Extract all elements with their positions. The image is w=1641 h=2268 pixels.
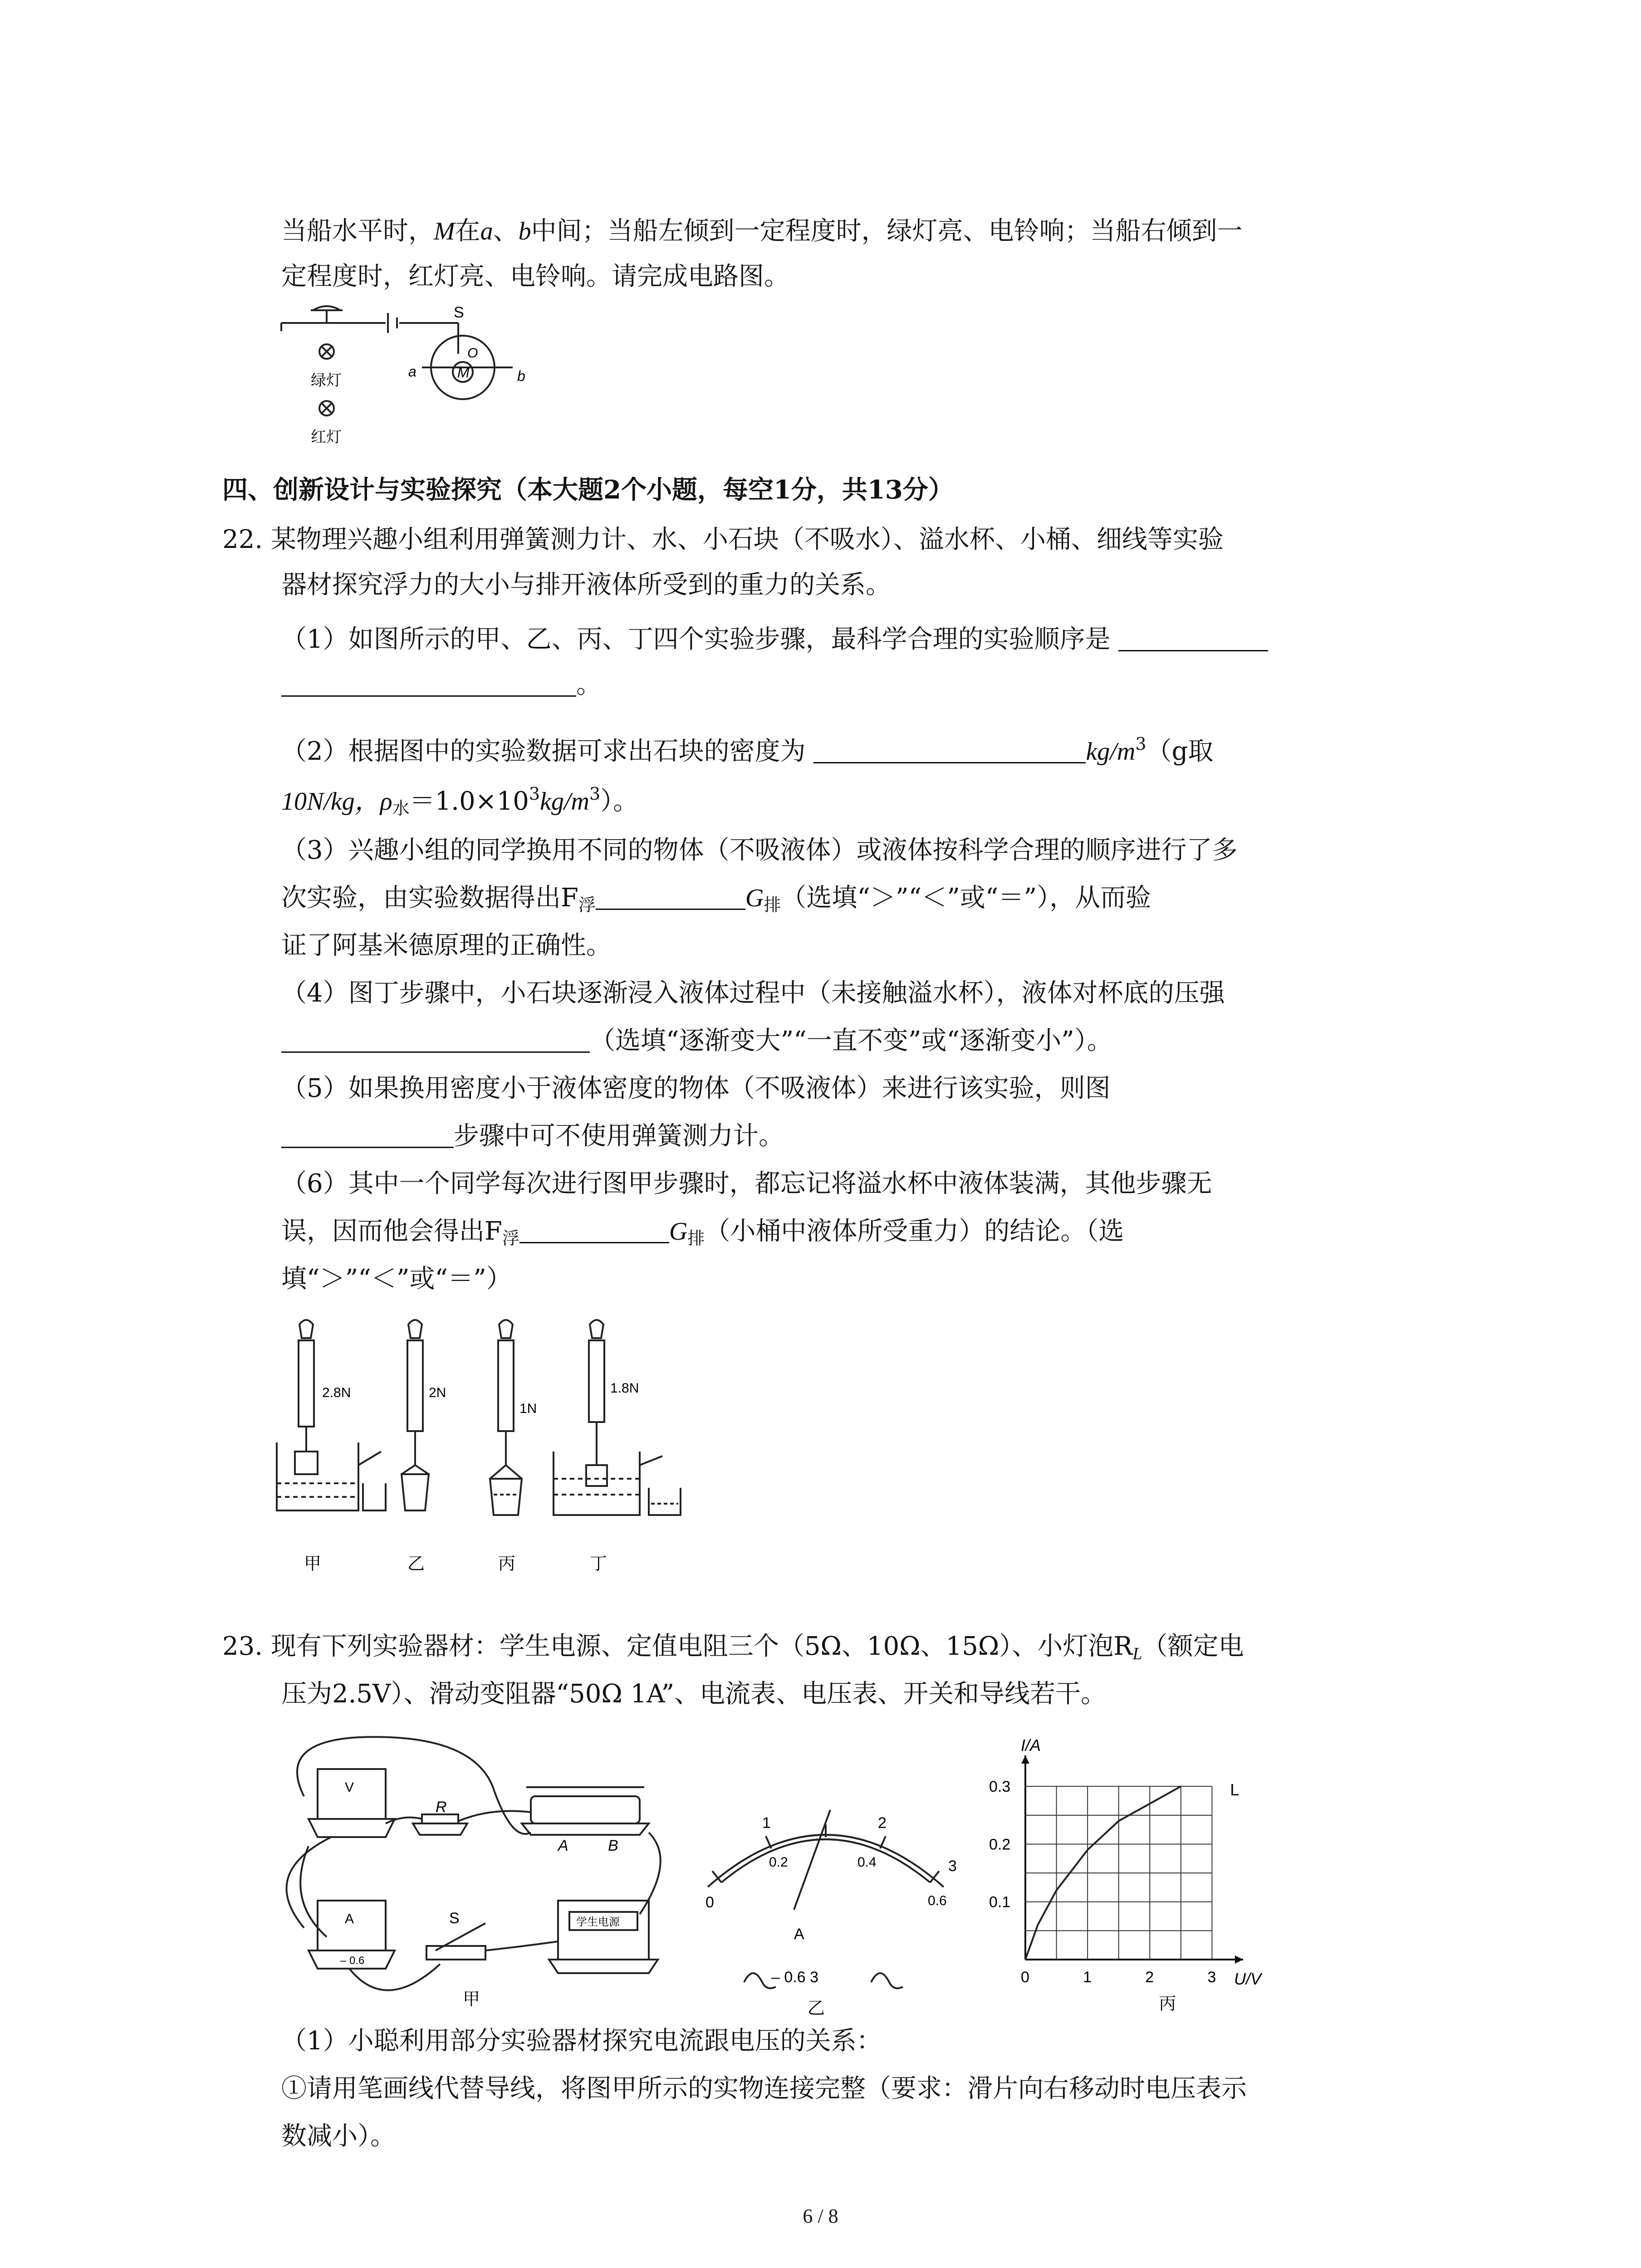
text: 步骤中可不使用弹簧测力计。 [454,1121,784,1151]
chart-grid [1025,1786,1212,1960]
x-tick-label: 2 [1145,1969,1154,1986]
label-yi: 乙 [407,1554,425,1574]
text: ＝1.0×10 [409,787,529,816]
inner-tick-02: 0.2 [769,1855,788,1870]
answer-blank[interactable] [813,735,1086,763]
text: 当船水平时， [281,216,434,246]
answer-blank[interactable] [1118,623,1268,651]
text: （2）根据图中的实验数据可求出石块的密度为 [281,737,806,766]
q21-line2: 定程度时，红灯亮、电铃响。请完成电路图。 [281,262,789,291]
q22-part1 [281,621,1268,658]
q23-figure-b-ammeter-dial [681,1792,975,2019]
text: （选填“＞”“＜”或“＝”），从而验 [781,883,1151,913]
outer-tick-2: 2 [878,1814,887,1832]
q22-part3: （3）兴趣小组的同学换用不同的物体（不吸液体）或液体按科学合理的顺序进行了多 [281,836,1238,865]
power-supply-label: 学生电源 [576,1916,620,1928]
inner-tick-06: 0.6 [928,1893,947,1908]
q23-intro1 [222,1628,1244,1672]
var-a: a [480,217,493,245]
unit: kg/m [540,787,589,816]
var-G: G [745,884,764,912]
green-lamp-label: 绿灯 [311,372,342,389]
contact-a-label: a [408,363,416,380]
figure-label-yi: 乙 [808,1999,825,2018]
voltmeter-label: V [345,1780,354,1795]
rheostat-a-label: A [558,1837,568,1854]
reading-ding: 1.8N [610,1381,639,1396]
q22-part2-line2 [281,776,638,826]
x-axis-arrow [1235,1955,1243,1964]
outer-tick-0: 0 [705,1894,714,1911]
y-tick-label: 0.3 [989,1778,1011,1796]
question-number: 22. [222,525,263,554]
unit: kg/m [1086,738,1136,766]
q22-part6: （6）其中一个同学每次进行图甲步骤时，都忘记将溢水杯中液体装满，其他步骤无 [281,1169,1212,1198]
q22-part2 [281,726,1213,770]
ammeter-label: A [345,1911,354,1926]
q22-part6-line2 [281,1213,1124,1256]
q22-experiment-figure [263,1315,717,1579]
outer-tick-1: 1 [762,1814,771,1832]
q22-intro2: 器材探究浮力的大小与排开液体所受到的重力的关系。 [281,570,891,600]
ammeter-terminals: – 0.6 [340,1955,365,1967]
q23-part1-1-line2: 数减小）。 [281,2121,396,2151]
text: （1）如图所示的甲、乙、丙、丁四个实验步骤，最科学合理的实验顺序是 [281,625,1111,654]
q22-part1-line2 [281,667,602,703]
q23-part1-1: ①请用笔画线代替导线，将图甲所示的实物连接完整（要求：滑片向右移动时电压表示 [281,2074,1247,2103]
q22-part3-line2 [281,880,1151,923]
x-tick-label: 3 [1207,1969,1216,1986]
resistor-label: R [436,1799,447,1816]
answer-blank[interactable] [519,1215,669,1243]
switch-label: S [454,304,464,321]
exponent: 3 [589,784,601,804]
section-4-title: 四、创新设计与实验探究（本大题2个小题，每空1分，共13分） [222,475,954,505]
text: 、 [493,216,519,246]
subscript: L [1132,1644,1142,1663]
q22-part4: （4）图丁步骤中，小石块逐渐浸入液体过程中（未接触溢水杯），液体对杯底的压强 [281,978,1225,1008]
figure-label-bing: 丙 [1159,1994,1176,2014]
label-jia: 甲 [304,1554,322,1574]
page-number: 6 / 8 [803,2205,838,2227]
q23-intro2: 压为2.5V）、滑动变阻器“50Ω 1A”、电流表、电压表、开关和导线若干。 [281,1679,1107,1709]
y-axis-arrow [1021,1755,1029,1764]
subscript: 浮 [502,1228,519,1248]
answer-blank[interactable] [281,1119,454,1148]
label-ding: 丁 [590,1554,607,1574]
text: 中间；当船左倾到一定程度时，绿灯亮、电铃响；当船右倾到一 [531,216,1243,246]
outer-tick-3: 3 [948,1857,957,1875]
ball-label: M [457,364,470,381]
text: （选填“逐渐变大”“一直不变”或“逐渐变小”）。 [590,1026,1112,1056]
text: 误，因而他会得出F [281,1217,502,1246]
text: 。 [576,670,602,699]
answer-blank[interactable] [596,881,745,910]
q22-part4-line2 [281,1023,1112,1059]
q22-part3-line3: 证了阿基米德原理的正确性。 [281,931,612,960]
var-M: M [434,217,455,245]
q23-figure-a [277,1733,676,2009]
inner-tick-04: 0.4 [857,1855,877,1870]
figure-label-jia: 甲 [463,1990,480,2009]
y-tick-label: 0.1 [989,1893,1011,1911]
exponent: 3 [529,784,540,804]
q22-intro1 [222,522,1224,558]
q22-part5-line2 [281,1118,784,1154]
q23-part1: （1）小聪利用部分实验器材探究电流跟电压的关系： [281,2026,882,2056]
y-tick-label: 0.2 [989,1836,1011,1853]
answer-blank[interactable] [281,668,576,697]
text: 次实验，由实验数据得出F [281,883,578,913]
text: （额定电 [1142,1632,1244,1661]
contact-b-label: b [517,368,525,384]
subscript: 排 [687,1228,705,1248]
text: （小桶中液体所受重力）的结论。（选 [705,1217,1124,1246]
text: 现有下列实验器材：学生电源、定值电阻三个（5Ω、10Ω、15Ω）、小灯泡R [270,1632,1133,1661]
q22-part6-line3: 填“＞”“＜”或“＝”） [281,1264,512,1294]
rheostat-b-label: B [608,1837,618,1854]
var-G: G [669,1217,688,1246]
label-bing: 丙 [498,1554,516,1574]
chart-ticks [989,1778,1216,1986]
question-number: 23. [222,1632,263,1661]
reading-bing: 1N [519,1401,537,1416]
q21-line1 [281,213,1243,249]
series-label-L: L [1230,1780,1239,1799]
q23-figure-c-iu-chart [975,1733,1284,2014]
text: （g取 [1146,737,1214,766]
text: 某物理兴趣小组利用弹簧测力计、水、小石块（不吸水）、溢水杯、小桶、细线等实验 [270,525,1224,554]
reading-jia: 2.8N [322,1385,351,1400]
subscript: 水 [392,798,410,818]
pivot-label: O [467,346,478,361]
q21-circuit-figure [272,304,554,454]
answer-blank[interactable] [281,1024,590,1053]
q22-part5: （5）如果换用密度小于液体密度的物体（不吸液体）来进行该实验，则图 [281,1074,1111,1103]
text: ）。 [600,787,639,816]
subscript: 排 [764,895,781,915]
exponent: 3 [1135,734,1146,754]
dial-terminals: – 0.6 3 [771,1969,818,1986]
dial-unit: A [794,1926,804,1943]
reading-yi: 2N [429,1385,446,1400]
switch-label: S [449,1910,460,1927]
y-axis-label: I/A [1021,1736,1041,1755]
x-tick-label: 0 [1021,1969,1029,1986]
var-b: b [518,217,531,245]
x-axis-label: U/V [1234,1970,1262,1988]
text: 在 [455,216,480,246]
red-lamp-label: 红灯 [311,429,342,446]
x-tick-label: 1 [1083,1969,1092,1986]
text: 10N/kg，ρ [281,787,392,816]
subscript: 浮 [578,895,596,915]
